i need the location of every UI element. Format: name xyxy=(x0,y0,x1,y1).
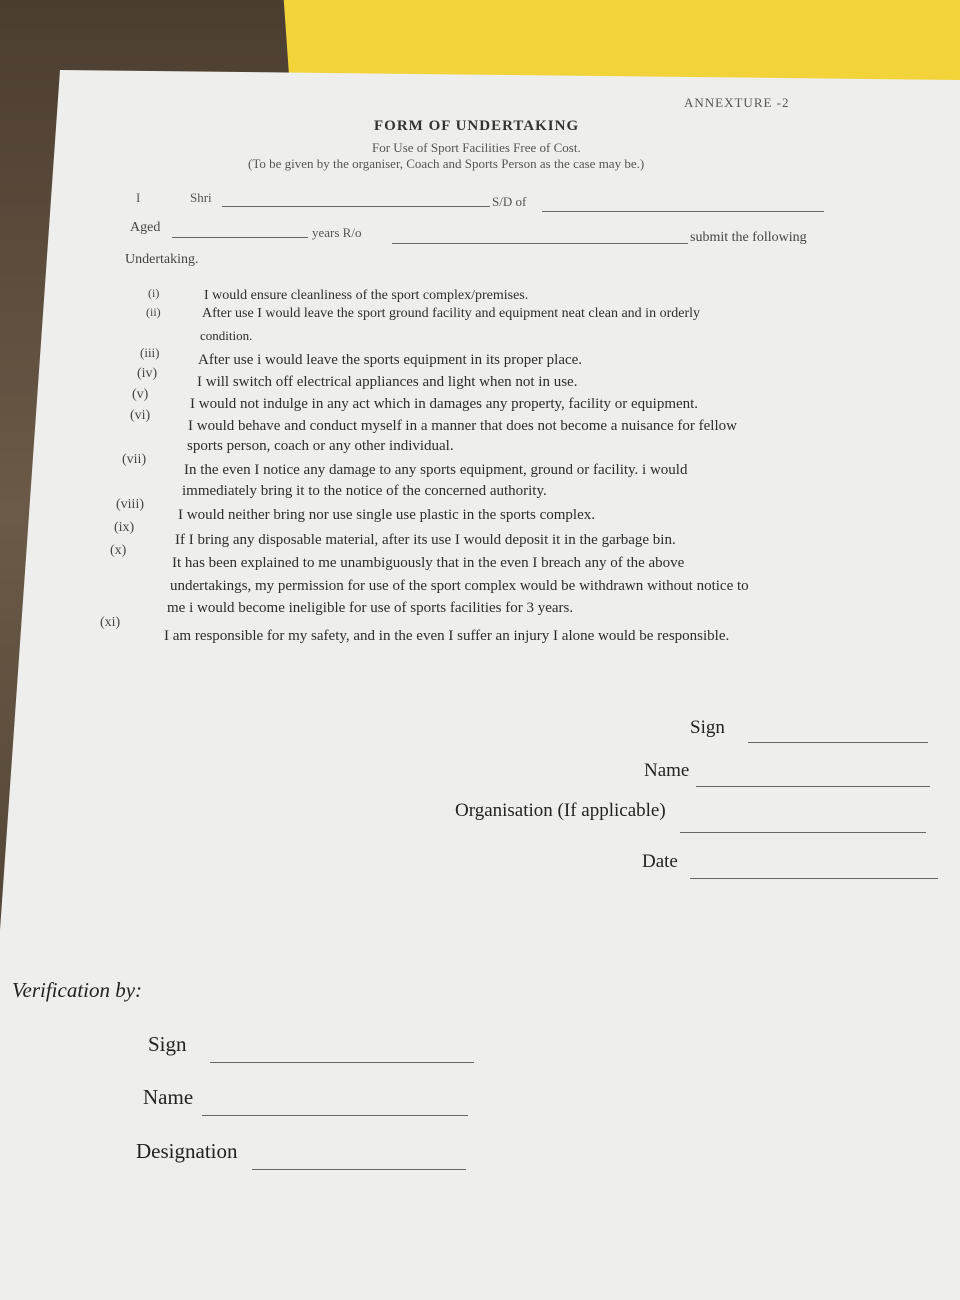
verification-sign-label: Sign xyxy=(148,1032,187,1056)
years-label: years R/o xyxy=(312,225,362,240)
sign-line[interactable] xyxy=(748,742,928,743)
organisation-label: Organisation (If applicable) xyxy=(455,800,666,821)
verification-heading: Verification by: xyxy=(12,978,143,1002)
verification-designation-label: Designation xyxy=(136,1139,238,1163)
form-title: FORM OF UNDERTAKING xyxy=(374,118,580,134)
undertaking-label: Undertaking. xyxy=(125,252,199,267)
verification-name-line[interactable] xyxy=(202,1115,468,1116)
organisation-line[interactable] xyxy=(680,832,926,833)
verification-designation-line[interactable] xyxy=(252,1169,466,1170)
item-text: undertakings, my permission for use of the sport complex would be withdrawn without notice to xyxy=(170,578,749,594)
sign-label: Sign xyxy=(690,717,725,738)
item-text: I am responsible for my safety, and in the even I suffer an injury I alone would be responsible. xyxy=(164,628,730,644)
verification-name-label: Name xyxy=(143,1085,194,1109)
item-text: After use i would leave the sports equipment in its proper place. xyxy=(198,352,583,368)
item-text: I would not indulge in any act which in damages any property, facility or equipment. xyxy=(190,396,699,412)
item-text: It has been explained to me unambiguously that in the even I breach any of the above xyxy=(172,555,685,571)
form-note: (To be given by the organiser, Coach and Sports Person as the case may be.) xyxy=(248,156,645,171)
sdo-field-line[interactable] xyxy=(542,211,824,212)
item-number: (x) xyxy=(110,543,127,558)
item-text: I will switch off electrical appliances and light when not in use. xyxy=(197,374,578,390)
item-number: (v) xyxy=(132,387,149,402)
name-line[interactable] xyxy=(696,786,930,787)
date-line[interactable] xyxy=(690,878,938,879)
item-text: sports person, coach or any other individual. xyxy=(187,438,454,454)
name-field-line[interactable] xyxy=(222,206,490,207)
name-label: Name xyxy=(644,760,690,781)
item-text: I would ensure cleanliness of the sport complex/premises. xyxy=(204,288,529,303)
age-field-line[interactable] xyxy=(172,237,308,238)
date-label: Date xyxy=(642,851,678,872)
item-number: (viii) xyxy=(116,497,144,512)
item-number: (ix) xyxy=(114,520,135,535)
form-subtitle: For Use of Sport Facilities Free of Cost. xyxy=(372,140,581,155)
submit-label: submit the following xyxy=(690,230,807,245)
i-label: I xyxy=(136,190,141,205)
item-number: (vi) xyxy=(130,408,151,423)
item-text: I would neither bring nor use single use plastic in the sports complex. xyxy=(178,507,596,523)
item-number: (vii) xyxy=(122,452,147,467)
item-number: (iii) xyxy=(140,345,160,360)
item-text: I would behave and conduct myself in a manner that does not become a nuisance for fellow xyxy=(188,418,737,434)
aged-label: Aged xyxy=(130,220,161,235)
item-number: (iv) xyxy=(137,366,158,381)
item-text: me i would become ineligible for use of sports facilities for 3 years. xyxy=(167,600,574,616)
item-number: (xi) xyxy=(100,615,121,630)
item-text: condition. xyxy=(200,328,253,343)
sdo-label: S/D of xyxy=(492,194,527,209)
shri-label: Shri xyxy=(190,190,212,205)
annexure-label: ANNEXTURE -2 xyxy=(684,95,790,110)
item-text: After use I would leave the sport ground facility and equipment neat clean and in orderly xyxy=(202,306,700,321)
item-text: immediately bring it to the notice of the concerned authority. xyxy=(182,483,547,499)
item-number: (ii) xyxy=(146,305,161,319)
verification-sign-line[interactable] xyxy=(210,1062,474,1063)
item-text: If I bring any disposable material, after its use I would deposit it in the garbage bin. xyxy=(175,532,676,548)
residence-field-line[interactable] xyxy=(392,243,688,244)
item-text: In the even I notice any damage to any sports equipment, ground or facility. i would xyxy=(184,462,688,478)
item-number: (i) xyxy=(148,286,160,300)
